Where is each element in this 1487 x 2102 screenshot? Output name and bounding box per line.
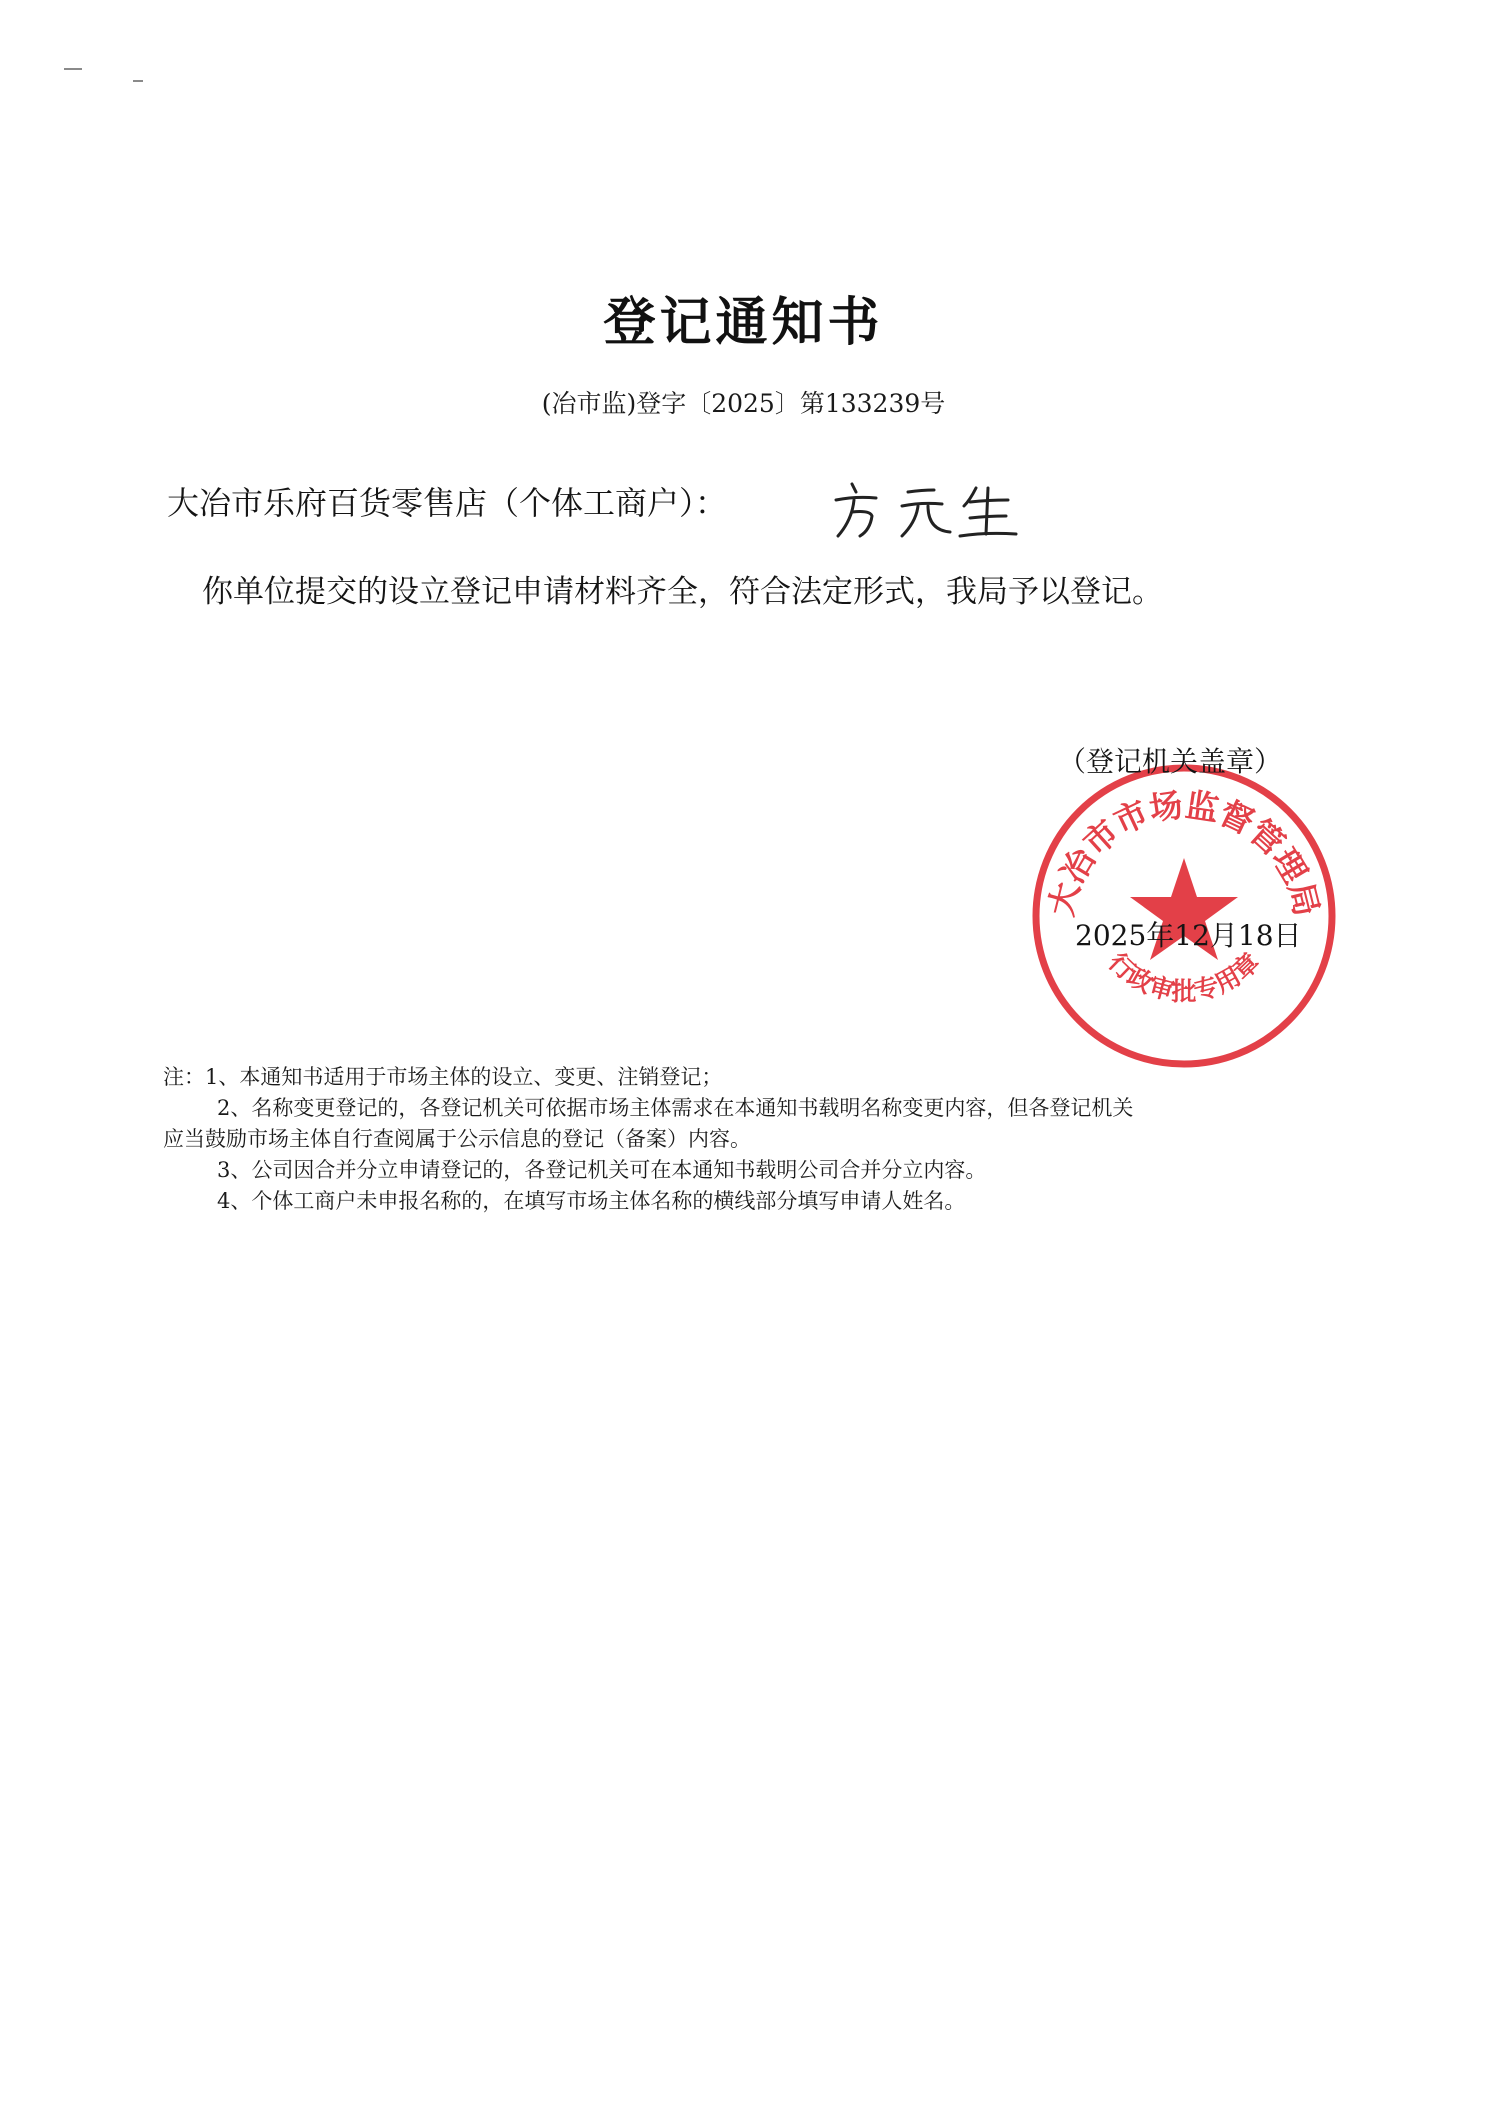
scan-artifact — [64, 68, 82, 70]
scan-artifact — [133, 80, 143, 82]
note-item-text: 1、本通知书适用于市场主体的设立、变更、注销登记； — [205, 1065, 723, 1089]
note-item-continuation: 应当鼓励市场主体自行查阅属于公示信息的登记（备案）内容。 — [163, 1127, 751, 1151]
notes-prefix: 注： — [163, 1065, 205, 1089]
issue-date: 2025年12月18日 — [1075, 919, 1302, 952]
seal-inner-text: 行政审批专用章 — [1102, 947, 1266, 1006]
note-item: 4、个体工商户未申报名称的，在填写市场主体名称的横线部分填写申请人姓名。 — [217, 1189, 966, 1213]
addressee: 大冶市乐府百货零售店（个体工商户）： — [167, 484, 728, 522]
notes-section — [163, 1062, 1343, 1217]
seal-caption: （登记机关盖章） — [1058, 745, 1283, 778]
document-number: (冶市监)登字〔2025〕第133239号 — [541, 389, 946, 418]
handwritten-signature — [830, 478, 1020, 548]
note-item: 3、公司因合并分立申请登记的，各登记机关可在本通知书载明公司合并分立内容。 — [217, 1158, 987, 1182]
body-paragraph: 你单位提交的设立登记申请材料齐全，符合法定形式，我局予以登记。 — [202, 574, 1163, 610]
seal-outer-text: 大冶市市场监督管理局 — [1041, 785, 1327, 920]
document-title: 登记通知书 — [603, 293, 884, 353]
note-item: 2、名称变更登记的，各登记机关可依据市场主体需求在本通知书载明名称变更内容，但各登记机关 — [217, 1096, 1134, 1120]
